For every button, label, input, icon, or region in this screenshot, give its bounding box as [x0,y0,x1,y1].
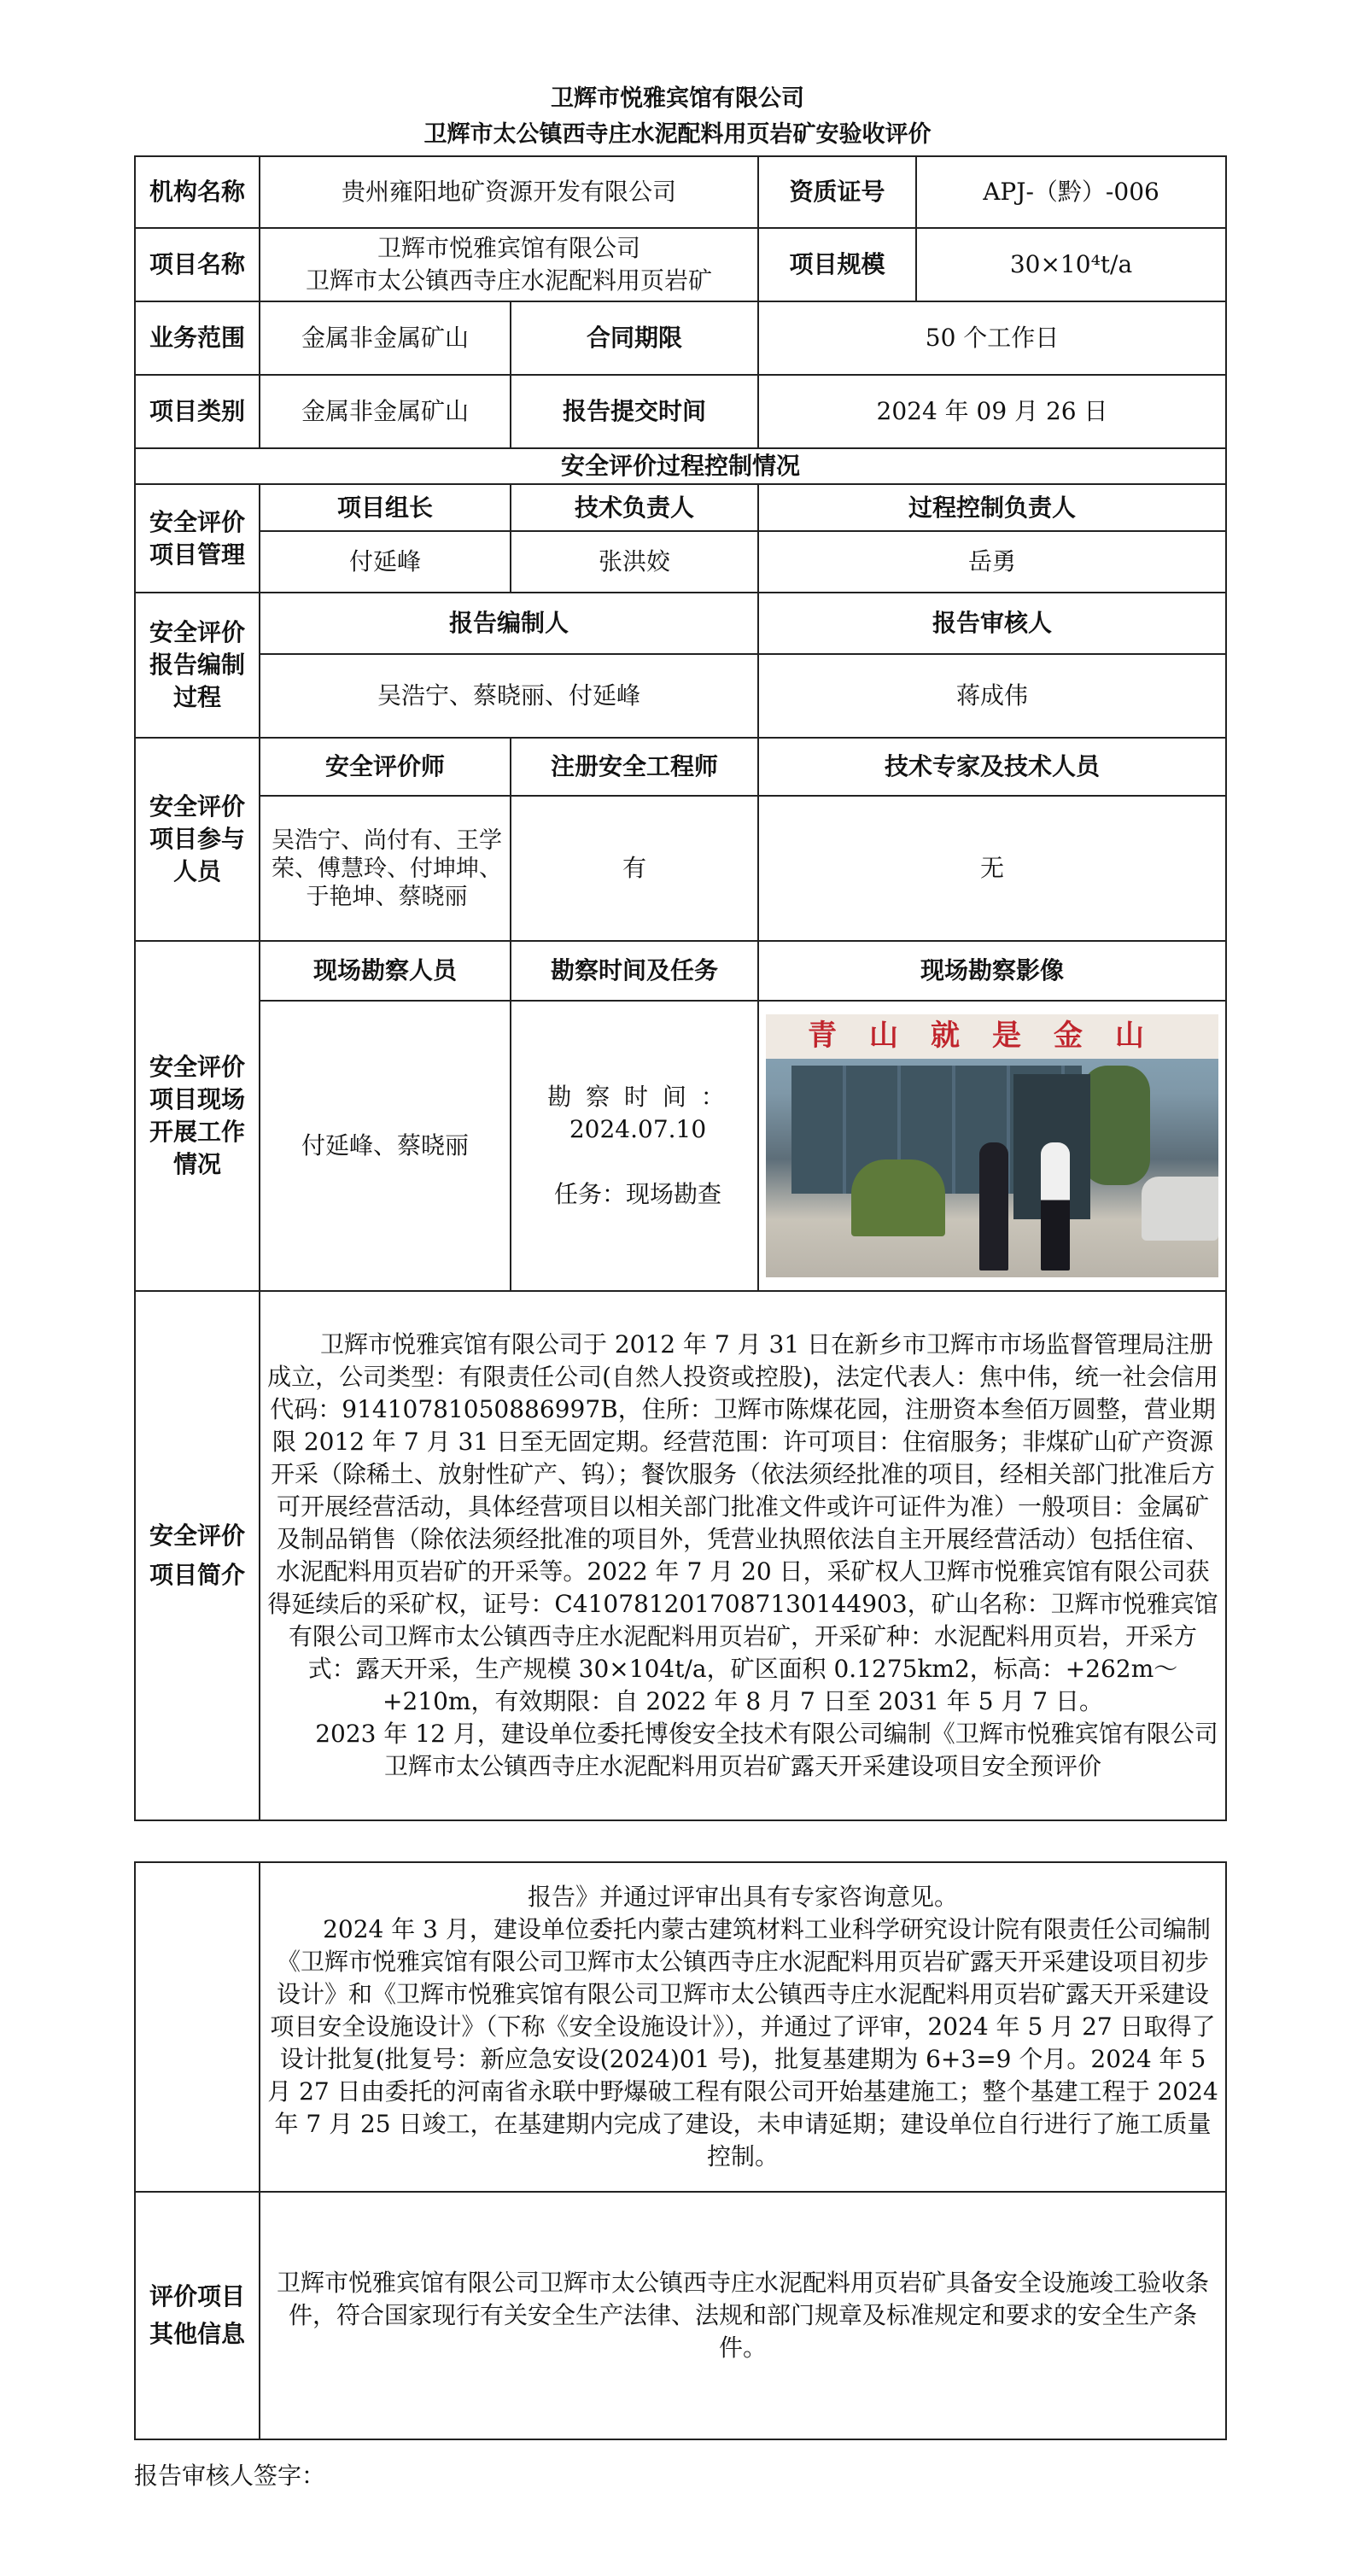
site-label: 安全评价项目现场开展工作情况 [135,941,260,1291]
contract-value: 50 个工作日 [758,301,1226,375]
evaluator-header: 安全评价师 [260,738,511,796]
other-text: 卫辉市悦雅宾馆有限公司卫辉市太公镇西寺庄水泥配料用页岩矿具备安全设施竣工验收条件，符合国家现行有关安全生产法律、法规和部门规章及标准规定和要求的安全生产条件。 [276,2269,1209,2362]
photo-sign-text: 青山就是金山 [808,1019,1177,1053]
intro-paragraph: 卫辉市悦雅宾馆有限公司于 2012 年 7 月 31 日在新乡市卫辉市市场监督管理局注册成立，公司类型：有限责任公司(自然人投资或控股)，法定代表人：焦中伟，统一社会信用代码：91410781050886997B，住所：卫辉市陈煤花园，注册资本叁佰万圆整，营业期限 2012 年 7 月 31 日至无固定期。经营范围：许可项目：住宿服务；非煤矿山矿产资源开采（除稀土、放射性矿产、钨）；餐饮服务（依法须经批准的项目，经相关部门批准后方可开展经营活动，具体经营项目以相关部门批准文件或许可证件为准）一般项目：金属矿及制品销售（除依法须经批准的项目外，凭营业执照依法自主开展经营活动）包括住宿、水泥配料用页岩矿的开采等。2022 年 7 月 20 日，采矿权人卫辉市悦雅宾馆有限公司获得延续后的采矿权，证号：C4107812017087130144903，矿山名称：卫辉市悦雅宾馆有限公司卫辉市太公镇西寺庄水泥配料用页岩矿，开采矿种：水泥配料用页岩，开采方式：露天开采，生产规模 30×104t/a，矿区面积 0.1275km2，标高：+262m～+210m，有效期限：自 2022 年 8 月 7 日至 2031 年 5 月 7 日。 [267,1330,1218,1715]
cert-label: 资质证号 [758,156,916,228]
other-text-cell [260,2192,1226,2439]
project-value-line2: 卫辉市太公镇西寺庄水泥配料用页岩矿 [306,266,713,295]
contract-label: 合同期限 [511,301,758,375]
submit-label: 报告提交时间 [511,375,758,448]
intro-paragraph: 报告》并通过评审出具有专家咨询意见。 [527,1883,958,1911]
scope-label: 业务范围 [135,301,260,375]
survey-date: 2024.07.10 [569,1115,707,1143]
photo-person [979,1142,1008,1270]
leader-value: 付延峰 [260,531,511,593]
reviewer-value: 蒋成伟 [758,654,1226,738]
org-value: 贵州雍阳地矿资源开发有限公司 [260,156,758,228]
mgmt-label: 安全评价项目管理 [135,484,260,593]
engineer-value: 有 [511,796,758,941]
evaluation-table-continued [134,1861,1227,2440]
survey-photo-cell [758,1001,1226,1291]
type-label: 项目类别 [135,375,260,448]
report-label: 安全评价报告编制过程 [135,593,260,738]
control-header: 过程控制负责人 [758,484,1226,531]
surveyor-header: 现场勘察人员 [260,941,511,1001]
intro-paragraph: 2024 年 3 月，建设单位委托内蒙古建筑材料工业科学研究设计院有限责任公司编制《卫辉市悦雅宾馆有限公司卫辉市太公镇西寺庄水泥配料用页岩矿露天开采建设项目初步设计》和《卫辉市悦雅宾馆有限公司卫辉市太公镇西寺庄水泥配料用页岩矿露天开采建设项目安全设施设计》（下称《安全设施设计》），并通过了评审，2024 年 5 月 27 日取得了设计批复(批复号：新应急安设(2024)01 号)，批复基建期为 6+3=9 个月。2024 年 5 月 27 日由委托的河南省永联中野爆破工程有限公司开始基建施工；整个基建工程于 2024 年 7 月 25 日竣工，在基建期内完成了建设，未申请延期；建设单位自行进行了施工质量控制。 [267,1915,1218,2170]
type-value: 金属非金属矿山 [260,375,511,448]
survey-task: 任务：现场勘查 [554,1180,722,1208]
photo-car [1142,1177,1218,1241]
expert-value: 无 [758,796,1226,941]
evaluation-table [134,155,1227,1821]
project-label: 项目名称 [135,228,260,301]
tech-header: 技术负责人 [511,484,758,531]
project-value [260,228,758,301]
section-title: 安全评价过程控制情况 [135,448,1226,484]
intro-label: 安全评价项目简介 [135,1291,260,1820]
project-value-line1: 卫辉市悦雅宾馆有限公司 [377,234,641,262]
control-value: 岳勇 [758,531,1226,593]
company-title: 卫辉市悦雅宾馆有限公司 [551,85,804,112]
scale-value: 30×10⁴t/a [916,228,1226,301]
survey-time-cell [511,1001,758,1291]
survey-time-header: 勘察时间及任务 [511,941,758,1001]
intro-text-cont [260,1862,1226,2192]
expert-header: 技术专家及技术人员 [758,738,1226,796]
photo-trees [1082,1066,1150,1185]
cert-value: APJ-（黔）-006 [916,156,1226,228]
other-label: 评价项目其他信息 [135,2192,260,2439]
photo-plant [851,1159,945,1236]
reviewer-header: 报告审核人 [758,593,1226,654]
photo-person [1041,1142,1070,1270]
site-photo [766,1014,1218,1277]
leader-header: 项目组长 [260,484,511,531]
intro-text [260,1291,1226,1820]
submit-value: 2024 年 09 月 26 日 [758,375,1226,448]
org-label: 机构名称 [135,156,260,228]
signature-label: 报告审核人签字： [134,2462,326,2490]
intro-paragraph: 2023 年 12 月，建设单位委托博俊安全技术有限公司编制《卫辉市悦雅宾馆有限公司卫辉市太公镇西寺庄水泥配料用页岩矿露天开采建设项目安全预评价 [315,1720,1218,1780]
compiler-header: 报告编制人 [260,593,758,654]
intro-label-cont [135,1862,260,2192]
scope-value: 金属非金属矿山 [260,301,511,375]
engineer-header: 注册安全工程师 [511,738,758,796]
tech-value: 张洪姣 [511,531,758,593]
document-title: 卫辉市太公镇西寺庄水泥配料用页岩矿安验收评价 [423,121,932,148]
participants-label: 安全评价项目参与人员 [135,738,260,941]
compiler-value: 吴浩宁、蔡晓丽、付延峰 [260,654,758,738]
surveyor-value: 付延峰、蔡晓丽 [260,1001,511,1291]
survey-image-header: 现场勘察影像 [758,941,1226,1001]
scale-label: 项目规模 [758,228,916,301]
evaluator-value: 吴浩宁、尚付有、王学荣、傅慧玲、付坤坤、于艳坤、蔡晓丽 [260,796,511,941]
survey-time-label: 勘 察 时 间 ： [547,1083,728,1111]
